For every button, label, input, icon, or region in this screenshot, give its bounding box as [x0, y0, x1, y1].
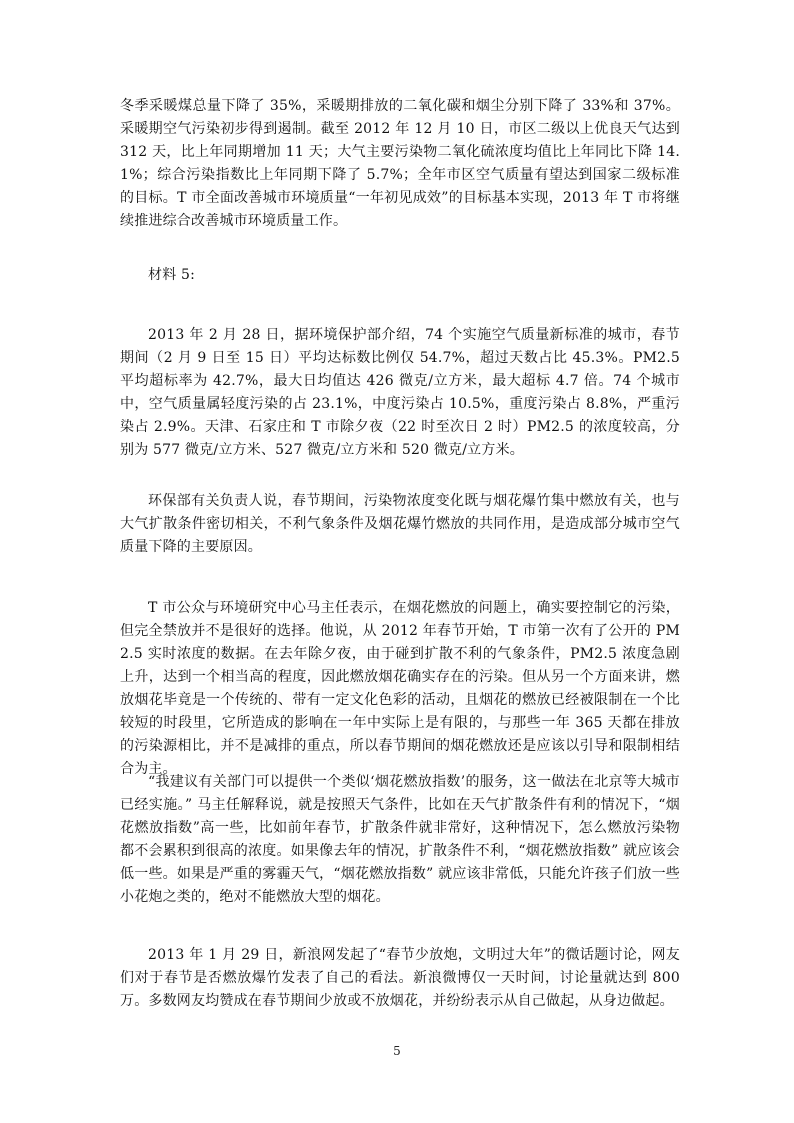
- material-label: 材料 5:: [148, 267, 196, 283]
- paragraph-heating-pollution: 冬季采暖煤总量下降了 35%，采暖期排放的二氧化碳和烟尘分别下降了 33%和 37%。采暖期空气污染初步得到遏制。截至 2012 年 12 月 10 日，市区二级以上优良天气达到 312 天，比上年同期增加 11 天；大气主要污染物二氧化硫浓度均值比上年同比下降 14.1%；综合污染指数比上年同期下降了 5.7%；全年市区空气质量有望达到国家二级标准的目标。T 市全面改善城市环境质量“一年初见成效”的目标基本实现，2013 年 T 市将继续推进综合改善城市环境质量工作。: [120, 98, 680, 229]
- paragraph-official-statement: 环保部有关负责人说，春节期间，污染物浓度变化既与烟花爆竹集中燃放有关，也与大气扩散条件密切相关，不利气象条件及烟花爆竹燃放的共同作用，是造成部分城市空气质量下降的主要原因。: [120, 493, 680, 555]
- paragraph-director-ma-opinion: T 市公众与环境研究中心马主任表示，在烟花燃放的问题上，确实要控制它的污染，但完全禁放并不是很好的选择。他说，从 2012 年春节开始，T 市第一次有了公开的 PM2.5 实时浓度的数据。在去年除夕夜，由于碰到扩散不利的气象条件，PM2.5 浓度急剧上升，达到一个相当高的程度，因此燃放烟花确实存在的污染。但从另一个方面来讲，燃放烟花毕竟是一个传统的、带有一定文化色彩的活动，且烟花的燃放已经被限制在一个比较短的时段里，它所造成的影响在一年中实际上是有限的，与那些一年 365 天都在排放的污染源相比，并不是减排的重点，所以春节期间的烟花燃放还是应该以引导和限制相结合为主。: [120, 600, 680, 777]
- paragraph-spring-festival-air-quality: 2013 年 2 月 28 日，据环境保护部介绍，74 个实施空气质量新标准的城市，春节期间（2 月 9 日至 15 日）平均达标数比例仅 54.7%，超过天数占比 45.3%。PM2.5 平均超标率为 42.7%，最大日均值达 426 微克/立方米，最大超标 4.7 倍。74 个城市中，空气质量属轻度污染的占 23.1%，中度污染占 10.5%，重度污染占 8.8%，严重污染占 2.9%。天津、石家庄和 T 市除夕夜（22 时至次日 2 时）PM2.5 的浓度较高，分别为 577 微克/立方米、527 微克/立方米和 520 微克/立方米。: [120, 327, 680, 458]
- paragraph-fireworks-index: “我建议有关部门可以提供一个类似‘烟花燃放指数’的服务，这一做法在北京等大城市已经实施。” 马主任解释说，就是按照天气条件，比如在天气扩散条件有利的情况下，“烟花燃放指数”高一些，比如前年春节，扩散条件就非常好，这种情况下，怎么燃放污染物都不会累积到很高的浓度。如果像去年的情况，扩散条件不利，“烟花燃放指数” 就应该会低一些。如果是严重的雾霾天气，“烟花燃放指数” 就应该非常低，只能允许孩子们放一些小花炮之类的，绝对不能燃放大型的烟花。: [120, 774, 680, 905]
- paragraph-sina-discussion: 2013 年 1 月 29 日，新浪网发起了“春节少放炮，文明过大年”的微话题讨论，网友们对于春节是否燃放爆竹发表了自己的看法。新浪微博仅一天时间，讨论量就达到 800 万。多数网友均赞成在春节期间少放或不放烟花，并纷纷表示从自己做起，从身边做起。: [120, 947, 680, 1009]
- page-number: 5: [393, 1044, 401, 1058]
